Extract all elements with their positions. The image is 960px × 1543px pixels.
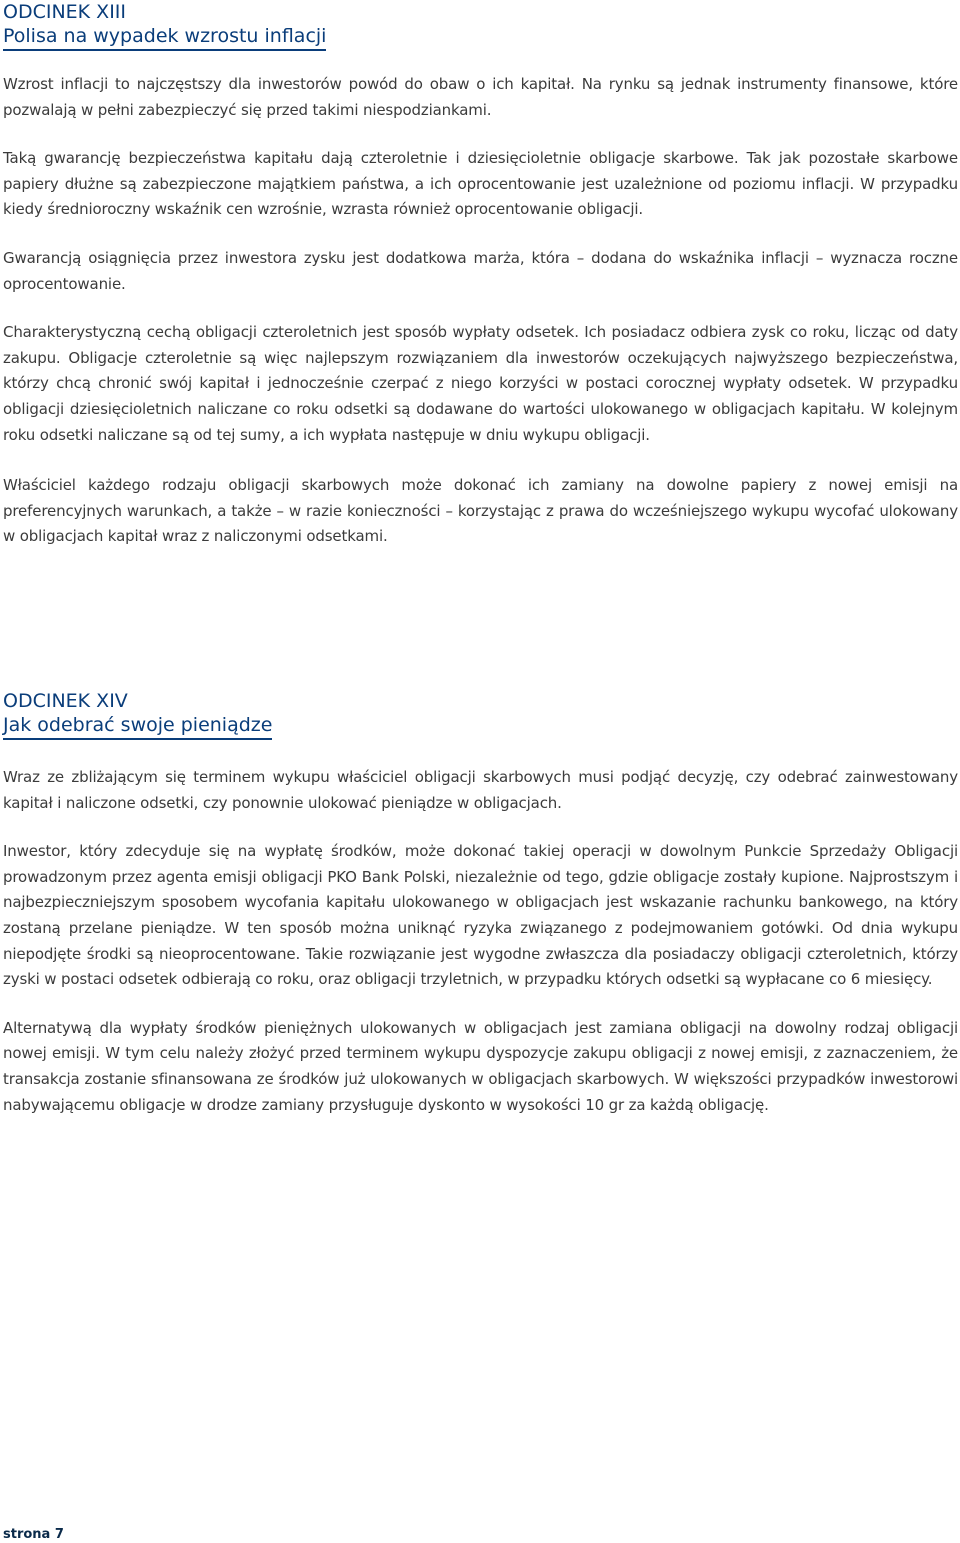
section-label: ODCINEK XIII xyxy=(3,1,126,23)
section-label: ODCINEK XIV xyxy=(3,690,128,712)
section-body xyxy=(3,765,958,1118)
page-number: strona 7 xyxy=(3,1527,64,1542)
paragraph: Taką gwarancję bezpieczeństwa kapitału dają czteroletnie i dziesięcioletnie obligacje skarbowe. Tak jak pozostałe skarbowe papiery dłużne są zabezpieczone majątkiem państwa, a ich oprocentowanie jest uzależnione od poziomu inflacji. W przypadku kiedy średnioroczny wskaźnik cen wzrośnie, wzrasta również oprocentowanie obligacji. xyxy=(3,149,958,219)
section-odcinek-xiii xyxy=(3,0,326,51)
paragraph: Alternatywą dla wypłaty środków pieniężnych ulokowanych w obligacjach jest zamiana obligacji na dowolny rodzaj obligacji nowej emisji. W tym celu należy złożyć przed terminem wykupu dyspozycje zakupu obligacji z nowej emisji, z zaznaczeniem, że transakcja zostanie sfinansowana ze środków już ulokowanych w obligacjach skarbowych. W większości przypadków inwestorowi nabywającemu obligacje w drodze zamiany przysługuje dyskonto w wysokości 10 gr za każdą obligację. xyxy=(3,1018,958,1114)
paragraph: Wraz ze zbliżającym się terminem wykupu właściciel obligacji skarbowych musi podjąć decyzję, czy odebrać zainwestowany kapitał i naliczone odsetki, czy ponownie ulokować pieniądze w obligacjach. xyxy=(3,768,958,812)
paragraph: Inwestor, który zdecyduje się na wypłatę środków, może dokonać takiej operacji w dowolnym Punkcie Sprzedaży Obligacji prowadzonym przez agenta emisji obligacji PKO Bank Polski, niezależnie od tego, gdzie obligacje zostały kupione. Najprostszym i najbezpieczniejszym sposobem wycofania kapitału ulokowanego w obligacjach jest wskazanie rachunku bankowego, na który zostaną przelane pieniądze. W ten sposób można uniknąć ryzyka związanego z podejmowaniem gotówki. Od dnia wykupu niepodjęte środki są nieoprocentowane. Takie rozwiązanie jest wygodne zwłaszcza dla posiadaczy obligacji czteroletnich, którzy zyski w postaci odsetek odbierają co roku, oraz obligacji trzyletnich, w przypadku których odsetki są wypłacane co 6 miesięcy. xyxy=(3,842,958,989)
section-title: Jak odebrać swoje pieniądze xyxy=(3,713,272,740)
section-body xyxy=(3,72,958,550)
section-title: Polisa na wypadek wzrostu inflacji xyxy=(3,24,326,51)
paragraph: Gwarancją osiągnięcia przez inwestora zysku jest dodatkowa marża, która – dodana do wskaźnika inflacji – wyznacza roczne oprocentowanie. xyxy=(3,248,958,293)
section-odcinek-xiv xyxy=(3,689,272,740)
paragraph: Właściciel każdego rodzaju obligacji skarbowych może dokonać ich zamiany na dowolne papiery z nowej emisji na preferencyjnych warunkach, a także – w razie konieczności – korzystając z prawa do wcześniejszego wykupu wycofać ulokowany w obligacjach kapitał wraz z naliczonymi odsetkami. xyxy=(3,476,958,546)
paragraph: Wzrost inflacji to najczęstszy dla inwestorów powód do obaw o ich kapitał. Na rynku są jednak instrumenty finansowe, które pozwalają w pełni zabezpieczyć się przed takimi niespodziankami. xyxy=(3,75,958,119)
paragraph: Charakterystyczną cechą obligacji czteroletnich jest sposób wypłaty odsetek. Ich posiadacz odbiera zysk co roku, licząc od daty zakupu. Obligacje czteroletnie są więc najlepszym rozwiązaniem dla inwestorów oczekujących najwyższego bezpieczeństwa, którzy chcą chronić swój kapitał i jednocześnie czerpać z niego korzyści w postaci corocznej wypłaty odsetek. W przypadku obligacji dziesięcioletnich naliczane co roku odsetki są dodawane do wartości ulokowanego w obligacjach kapitału. W kolejnym roku odsetki naliczane są od tej sumy, a ich wypłata następuje w dniu wykupu obligacji. xyxy=(3,323,958,444)
